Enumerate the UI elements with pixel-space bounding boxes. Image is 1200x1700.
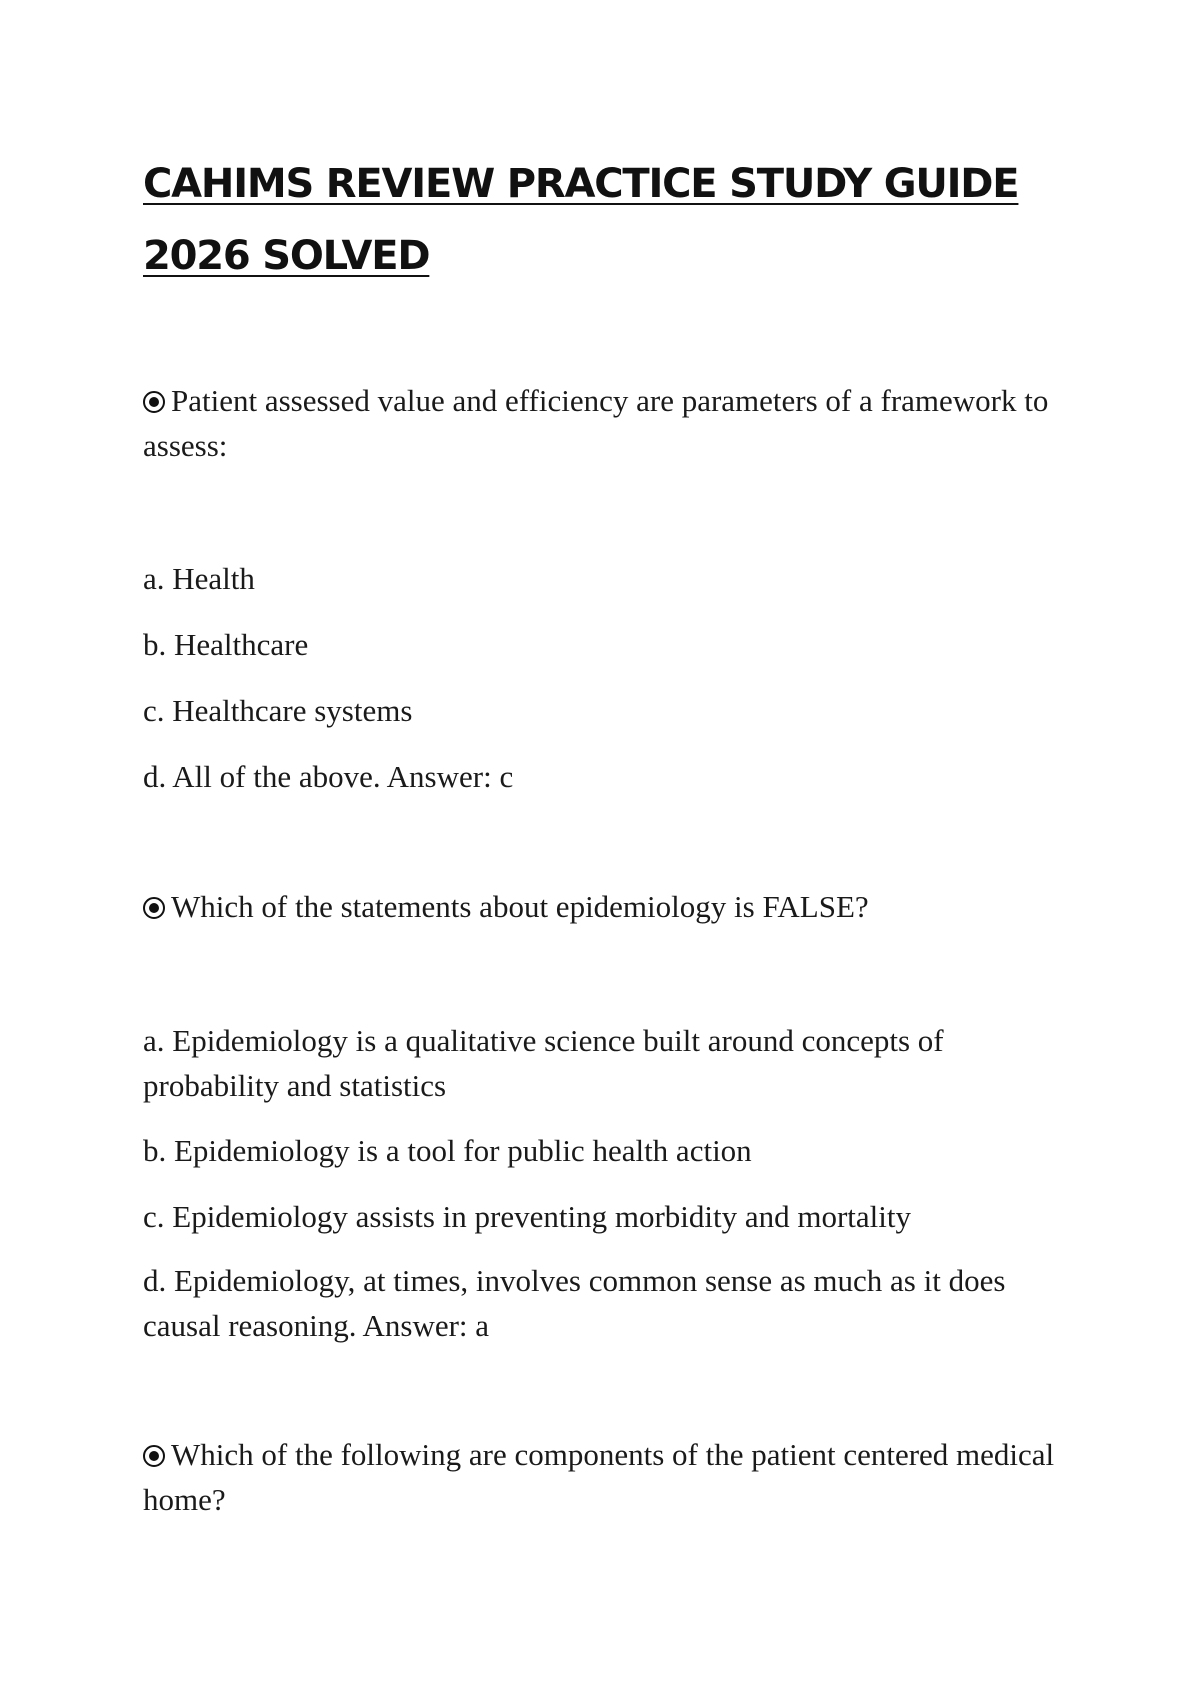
question-1-option-b: b. Healthcare [143,627,309,662]
question-2-option-a: a. Epidemiology is a qualitative science built around concepts of probability and statistics [143,1023,944,1103]
question-2-option-d: d. Epidemiology, at times, involves common sense as much as it does causal reasoning. Answer: a [143,1263,1006,1343]
document-title: CAHIMS REVIEW PRACTICE STUDY GUIDE 2026 SOLVED [143,161,1019,279]
question-3 [143,1432,1073,1522]
question-1-text: Patient assessed value and efficiency are parameters of a framework to assess: [143,383,1049,463]
question-2 [143,884,1073,929]
question-1-option-d: d. All of the above. Answer: c [143,759,514,794]
question-3-text: Which of the following are components of the patient centered medical home? [143,1437,1055,1517]
question-1-option-a: a. Health [143,561,255,596]
question-2-text: Which of the statements about epidemiology is FALSE? [171,889,869,924]
question-2-option-c: c. Epidemiology assists in preventing morbidity and mortality [143,1199,912,1234]
question-1 [143,378,1073,468]
question-1-option-c: c. Healthcare systems [143,693,413,728]
radio-bullet-icon [143,1445,165,1467]
radio-bullet-icon [143,391,165,413]
question-2-option-b: b. Epidemiology is a tool for public health action [143,1133,752,1168]
radio-bullet-icon [143,897,165,919]
